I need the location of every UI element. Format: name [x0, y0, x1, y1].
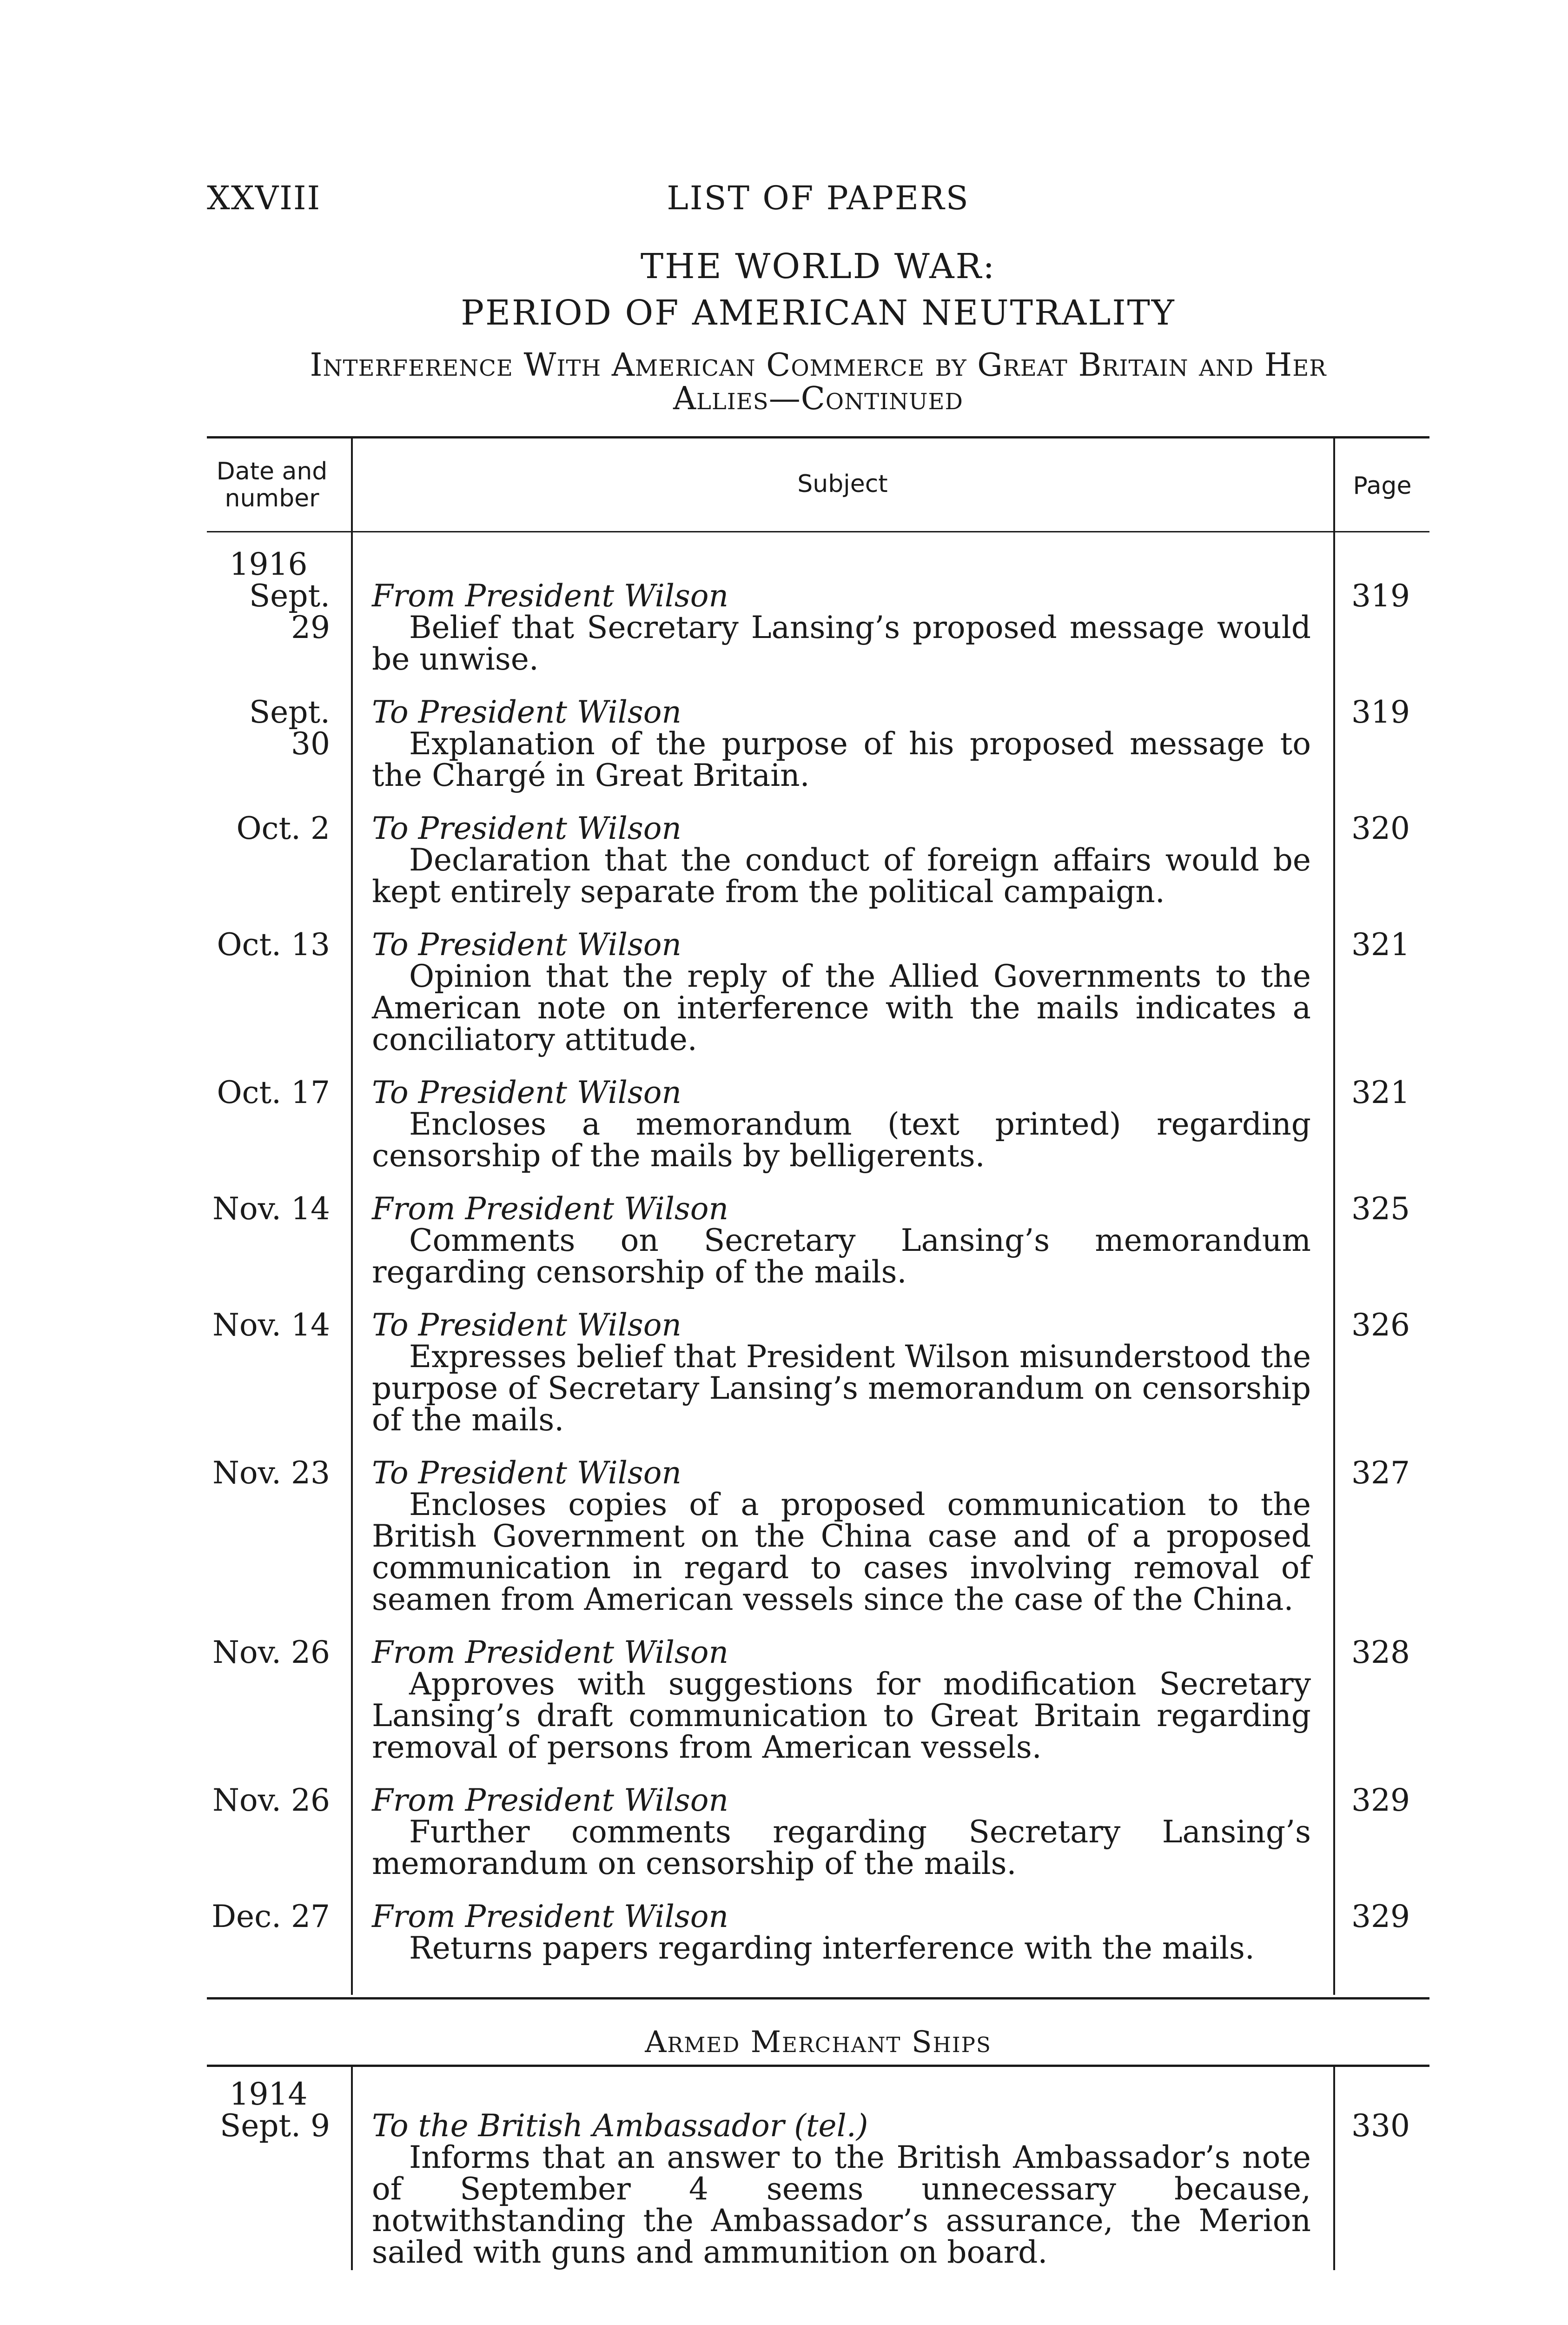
entry-description: Encloses a memorandum (text printed) regarding censorship of the mails by belligerents.	[372, 1106, 1311, 1174]
entry-date	[207, 1901, 330, 1933]
entry-page: 319	[1351, 578, 1410, 614]
armed-entries-list	[207, 2076, 1429, 2290]
entry-subject	[372, 694, 1311, 793]
entry-date	[207, 1457, 330, 1489]
header-top-rule	[207, 436, 1429, 438]
entry-date-text: Nov. 23	[212, 1455, 330, 1491]
entry-description: Encloses copies of a proposed communication to the British Government on the China case and of a proposed communication in regard to cases involving removal of seamen from American vessels since the case of the China.	[372, 1487, 1311, 1617]
list-item	[207, 1309, 1429, 1436]
entry-correspondent: To President Wilson	[372, 1075, 681, 1110]
list-item	[207, 1457, 1429, 1615]
entry-date-text: Dec. 27	[212, 1899, 330, 1934]
entry-date-text: Nov. 14	[212, 1307, 330, 1343]
entry-date	[207, 1634, 330, 1670]
entry-subject	[372, 1782, 1311, 1881]
entry-subject	[372, 1309, 1311, 1436]
entry-date-text: Sept. 9	[220, 2108, 330, 2144]
chapter-title: THE WORLD WAR:	[640, 246, 996, 286]
entry-correspondent: To President Wilson	[372, 810, 681, 846]
entry-date-text: Nov. 26	[212, 1782, 330, 1818]
entry-description: Comments on Secretary Lansing’s memorandum regarding censorship of the mails.	[372, 1222, 1311, 1290]
entry-page: 329	[1351, 1899, 1410, 1934]
entry-description: Explanation of the purpose of his proposed message to the Chargé in Great Britain.	[372, 726, 1311, 793]
entry-description: Informs that an answer to the British Ambassador’s note of September 4 seems unnecessary because, notwithstanding the Ambassador’s assurance, the Merion sailed with guns and ammunition on board.	[372, 2139, 1311, 2270]
page-column-header: Page	[1353, 472, 1412, 500]
entry-subject	[372, 810, 1311, 910]
section-title-line-2: Allies—Continued	[673, 380, 964, 417]
entry-correspondent: To President Wilson	[372, 1307, 681, 1343]
entries-list	[207, 546, 1429, 1986]
entry-date-text: Sept. 30	[249, 694, 330, 762]
entry-description: Belief that Secretary Lansing’s proposed message would be unwise.	[372, 610, 1311, 677]
entry-date-text: Oct. 13	[217, 927, 330, 963]
entry-correspondent: From President Wilson	[372, 578, 728, 614]
running-head	[207, 179, 1429, 216]
entry-date-text: Oct. 17	[217, 1075, 330, 1110]
entry-description: Expresses belief that President Wilson misunderstood the purpose of Secretary Lansing’s memorandum on censorship of the mails.	[372, 1339, 1311, 1438]
entry-description: Approves with suggestions for modification Secretary Lansing’s draft communication to Great Britain regarding removal of persons from American vessels.	[372, 1666, 1311, 1765]
entry-description: Opinion that the reply of the Allied Governments to the American note on interference with the mails indicates a conciliatory attitude.	[372, 958, 1311, 1057]
entry-subject	[372, 549, 1311, 675]
armed-section-rule	[207, 2065, 1429, 2067]
entry-date	[207, 1309, 330, 1341]
chapter-subtitle: PERIOD OF AMERICAN NEUTRALITY	[461, 293, 1176, 333]
entry-date	[207, 929, 330, 961]
section-title-line-1: Interference With American Commerce by Great Britain and Her	[310, 347, 1327, 384]
entry-date	[207, 694, 330, 762]
entry-page: 326	[1351, 1307, 1410, 1343]
entry-year: 1916	[229, 546, 308, 582]
entry-subject	[372, 2079, 1311, 2268]
date-column-header: Date and number	[216, 458, 328, 512]
header-bottom-rule	[207, 531, 1429, 532]
entry-correspondent: To President Wilson	[372, 1455, 681, 1491]
entry-date	[207, 1193, 330, 1225]
entry-page: 321	[1351, 927, 1410, 963]
entry-page: 330	[1351, 2108, 1410, 2144]
entry-subject	[372, 1077, 1311, 1172]
entry-page: 319	[1351, 694, 1410, 730]
list-item	[207, 546, 1429, 677]
list-item	[207, 1901, 1429, 1964]
entry-page: 329	[1351, 1782, 1410, 1818]
section-title	[207, 349, 1429, 416]
entry-description: Returns papers regarding interference with the mails.	[409, 1930, 1255, 1966]
entry-description: Further comments regarding Secretary Lansing’s memorandum on censorship of the mails.	[372, 1814, 1311, 1881]
entry-subject	[372, 1901, 1311, 1964]
entry-date	[207, 810, 330, 846]
entry-year: 1914	[229, 2076, 308, 2112]
armed-section-title: Armed Merchant Ships	[645, 2025, 992, 2059]
entry-date	[207, 2076, 330, 2144]
entry-correspondent: To the British Ambassador (tel.)	[372, 2108, 868, 2144]
entry-date	[207, 546, 330, 645]
entry-page: 320	[1351, 810, 1410, 846]
entry-date-text: Nov. 26	[212, 1634, 330, 1670]
entry-correspondent: From President Wilson	[372, 1782, 728, 1818]
entry-description: Declaration that the conduct of foreign affairs would be kept entirely separate from the political campaign.	[372, 842, 1311, 910]
subject-column-header: Subject	[797, 470, 888, 498]
entry-subject	[372, 929, 1311, 1056]
list-item	[207, 929, 1429, 1056]
list-item	[207, 694, 1429, 793]
page-number: XXVIII	[207, 179, 321, 217]
list-item	[207, 1193, 1429, 1288]
entry-subject	[372, 1457, 1311, 1615]
entry-page: 328	[1351, 1634, 1410, 1670]
entry-page: 325	[1351, 1191, 1410, 1227]
entry-date-text: Nov. 14	[212, 1191, 330, 1227]
entry-correspondent: From President Wilson	[372, 1899, 728, 1934]
entry-correspondent: To President Wilson	[372, 927, 681, 963]
list-item	[207, 1782, 1429, 1881]
list-item	[207, 810, 1429, 910]
entry-page: 321	[1351, 1075, 1410, 1110]
list-item	[207, 1634, 1429, 1765]
entry-subject	[372, 1634, 1311, 1765]
entry-subject	[372, 1193, 1311, 1288]
list-item	[207, 1077, 1429, 1172]
list-item	[207, 2076, 1429, 2270]
entry-date-text: Sept. 29	[249, 578, 330, 645]
running-title: LIST OF PAPERS	[667, 179, 970, 217]
entry-date-text: Oct. 2	[236, 810, 330, 846]
entry-date	[207, 1782, 330, 1818]
entry-correspondent: From President Wilson	[372, 1634, 728, 1670]
entry-correspondent: From President Wilson	[372, 1191, 728, 1227]
entry-date	[207, 1077, 330, 1109]
entry-correspondent: To President Wilson	[372, 694, 681, 730]
entry-page: 327	[1351, 1455, 1410, 1491]
section-end-rule	[207, 1997, 1429, 2000]
